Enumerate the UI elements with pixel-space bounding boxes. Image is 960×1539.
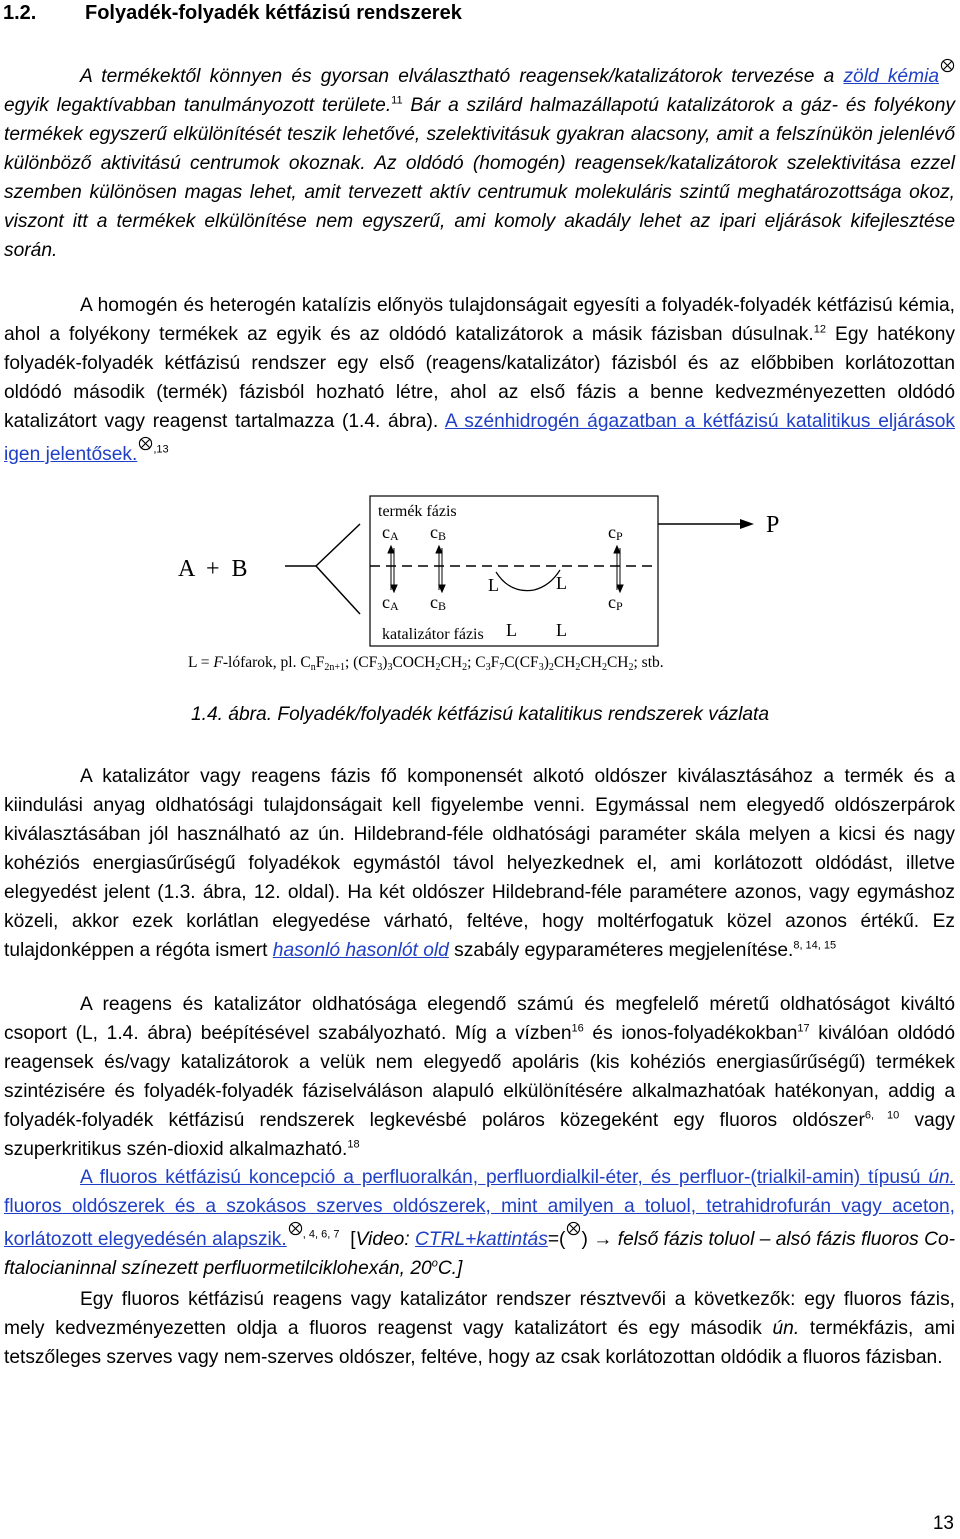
section-number: 1.2. xyxy=(3,2,37,24)
product-label: P xyxy=(766,512,780,538)
text-span: Egy hatékony folyadék-folyadék kétfázisú rendszer egy első (reagens/katalizátor) fázisból és az előbbiben korlátozottan oldódó második (termék) fázisból hozható létre, ahol az első fázis a benne kedvezményezetten oldódó katalizátort vagy reagenst tartalmazza (1.4. ábra). xyxy=(4,324,956,432)
reference-superscript: , 4, 6, 7 xyxy=(302,1228,340,1241)
svg-text:L: L xyxy=(506,620,517,640)
paragraph-fluorous-concept xyxy=(4,1163,955,1283)
reference-superscript: 12 xyxy=(813,323,826,336)
svg-text:cA: cA xyxy=(382,592,399,613)
text-span: egyik legaktívabban tanulmányozott területe. xyxy=(4,95,392,116)
figure-caption: 1.4. ábra. Folyadék/folyadék kétfázisú katalitikus rendszerek vázlata xyxy=(190,704,770,725)
text-span: ) xyxy=(581,1229,594,1250)
video-link-icon[interactable] xyxy=(940,58,955,73)
text-span: A homogén és heterogén katalízis előnyös tulajdonságait egyesíti a folyadék-folyadék kétfázisú kémia, ahol a folyékony termékek az egyik és az oldódó katalizátorok a másik fázisban dúsulnak. xyxy=(4,295,955,345)
link-fluorous-concept[interactable]: A fluoros kétfázisú koncepció a perfluoralkán, perfluordialkil-éter, és perfluor-(trialkil-amin) típusú ún. fluoros oldószerek és a szokásos szerves oldószerek, mint amilyen a toluol, tetrahidrofurán vagy aceton, korlátozott elegyedésén alapszik. xyxy=(4,1167,955,1250)
video-link-icon[interactable] xyxy=(288,1221,303,1236)
svg-text:L: L xyxy=(556,573,567,593)
video-link-icon[interactable] xyxy=(566,1221,581,1236)
svg-text:cA: cA xyxy=(382,522,399,543)
paragraph-two-phase xyxy=(4,291,955,469)
paragraph-solvent-selection xyxy=(4,762,955,965)
svg-text:L: L xyxy=(488,575,499,595)
link-ctrl-click[interactable]: CTRL+kattintás xyxy=(415,1229,548,1250)
concentration-labels-top xyxy=(382,522,623,543)
svg-text:cB: cB xyxy=(430,522,447,543)
text-span: A reagens és katalizátor oldhatósága elegendő számú és megfelelő méretű oldhatóságot kiváltó csoport (L, 1.4. ábra) beépítésével szabályozható. Míg a vízben xyxy=(4,994,955,1044)
reference-superscript: 16 xyxy=(571,1022,584,1035)
page-number: 13 xyxy=(932,1513,954,1534)
section-title: Folyadék-folyadék kétfázisú rendszerek xyxy=(85,2,462,24)
reference-superscript: 18 xyxy=(347,1138,360,1151)
splitting-arrows xyxy=(285,524,360,614)
text-span: A katalizátor vagy reagens fázis fő komponensét alkotó oldószer kiválasztásához a termék és a kiindulási anyag oldhatósági tulajdonságait kell figyelembe venni. Egymással nem elegyedő oldószerpárok kiválasztásában jól használható az ún. Hildebrand-féle oldhatósági paraméter skála melyen a kicsi és nagy kohéziós energiasűrűségű folyadékok egymástól távol helyezkednek el, ami korlátozott oldódást, illetve elegyedést jelent (1.3. ábra, 12. oldal). Ha két oldószer Hildebrand-féle paramétere azonos, vagy egymáshoz közeli, akkor ezek korlátlan elegyedése várható, feltéve, hogy moltérfogatuk közel azonos értékű. Ez tulajdonképpen a régóta ismert xyxy=(4,766,955,961)
text-span: szabály egyparaméteres megjelenítése. xyxy=(448,940,794,961)
text-span: A termékektől könnyen és gyorsan elválasztható reagensek/katalizátorok tervezése a xyxy=(80,66,844,87)
reference-superscript: 6, 10 xyxy=(864,1109,900,1122)
video-link-icon[interactable] xyxy=(138,436,153,451)
right-arrow-icon: → xyxy=(593,1229,613,1250)
link-szenhidrogen-agazat[interactable]: A szénhidrogén ágazatban a kétfázisú katalitikus eljárások igen jelentősek. xyxy=(4,411,956,465)
section-heading xyxy=(3,2,462,25)
text-span: =( xyxy=(547,1229,566,1250)
biphasic-catalysis-diagram xyxy=(170,490,810,680)
svg-text:cP: cP xyxy=(608,592,623,613)
svg-text:cP: cP xyxy=(608,522,623,543)
text-span: kiválóan oldódó reagensek és/vagy katalizátorok a velük nem elegyedő apoláris (kis kohéziós energiasűrűségű) termékek szintézisére és folyadék-folyadék fáziselváláson alapuló elkülönítésére alkalmazhatóak hatékonyan, addig a folyadék-folyadék kétfázisú rendszerek legkevésbé poláros közegeként egy fluoros oldószer xyxy=(4,1023,955,1131)
product-arrow xyxy=(658,519,754,529)
video-label: Video: xyxy=(355,1229,416,1250)
text-span: C.] xyxy=(437,1258,463,1279)
video-description: felső fázis toluol – alsó fázis fluoros Co-ftalocianinnal színezett perfluormetilciklohexán, 20 xyxy=(4,1229,956,1279)
fluorous-ponytail-legend: L = F-lófarok, pl. CnF2n+1; (CF3)3COCH2CH2; C3F7C(CF3)2CH2CH2CH2; stb. xyxy=(188,654,664,673)
reference-superscript: 17 xyxy=(797,1022,810,1035)
catalyst-phase-label: katalizátor fázis xyxy=(382,626,484,643)
fluorous-tails xyxy=(488,570,567,640)
reference-superscript: ,13 xyxy=(153,443,169,456)
text-span: vagy szuperkritikus szén-dioxid alkalmazható. xyxy=(4,1110,955,1160)
partition-arrows xyxy=(388,546,623,592)
concentration-labels-bottom xyxy=(382,592,623,613)
text-span: termékfázis, ami tetszőleges szerves vagy nem-szerves oldószer, feltéve, hogy az csak korlátozottan oldódik a fluoros fázisban. xyxy=(4,1318,955,1368)
text-span: és ionos-folyadékokban xyxy=(583,1023,798,1044)
degree-superscript: o xyxy=(431,1257,438,1270)
link-zold-kemia[interactable]: zöld kémia xyxy=(843,66,939,87)
svg-text:cB: cB xyxy=(430,592,447,613)
paragraph-intro xyxy=(4,58,955,265)
svg-text:L: L xyxy=(556,620,567,640)
text-span: Bár a szilárd halmazállapotú katalizátorok a gáz- és folyékony termékek egyszerű elkülönítését teszik lehetővé, szelektivitásuk gyakran alacsony, amit a felszínükön jelenlévő különböző aktivitású centrumok okoznak. Az oldódó (homogén) reagensek/katalizátorok szelektivitása ezzel szemben különösen magas lehet, amit tervezett aktív centrumuk molekuláris szintű meghatározottsága okoz, viszont itt a termékek elkülönítése nem egyszerű, ami komoly akadály lehet az ipari eljárások kifejlesztése során. xyxy=(4,95,955,261)
text-span: ún. xyxy=(772,1318,800,1339)
text-span: [ xyxy=(339,1229,356,1250)
reference-superscript: 11 xyxy=(391,94,403,107)
reactants-label: A + B xyxy=(178,556,248,582)
link-hasonlo-hasonlot-old[interactable]: hasonló hasonlót old xyxy=(272,940,449,961)
paragraph-solubility xyxy=(4,990,955,1164)
text-span: Egy fluoros kétfázisú reagens vagy katalizátor rendszer résztvevői a következők: egy fluoros fázis, mely kedvezményezetten oldja a fluoros reagenst vagy katalizátort és egy második xyxy=(4,1289,955,1339)
product-phase-label: termék fázis xyxy=(378,503,457,520)
reference-superscript: 8, 14, 15 xyxy=(793,939,837,952)
paragraph-fluorous-system xyxy=(4,1285,955,1372)
